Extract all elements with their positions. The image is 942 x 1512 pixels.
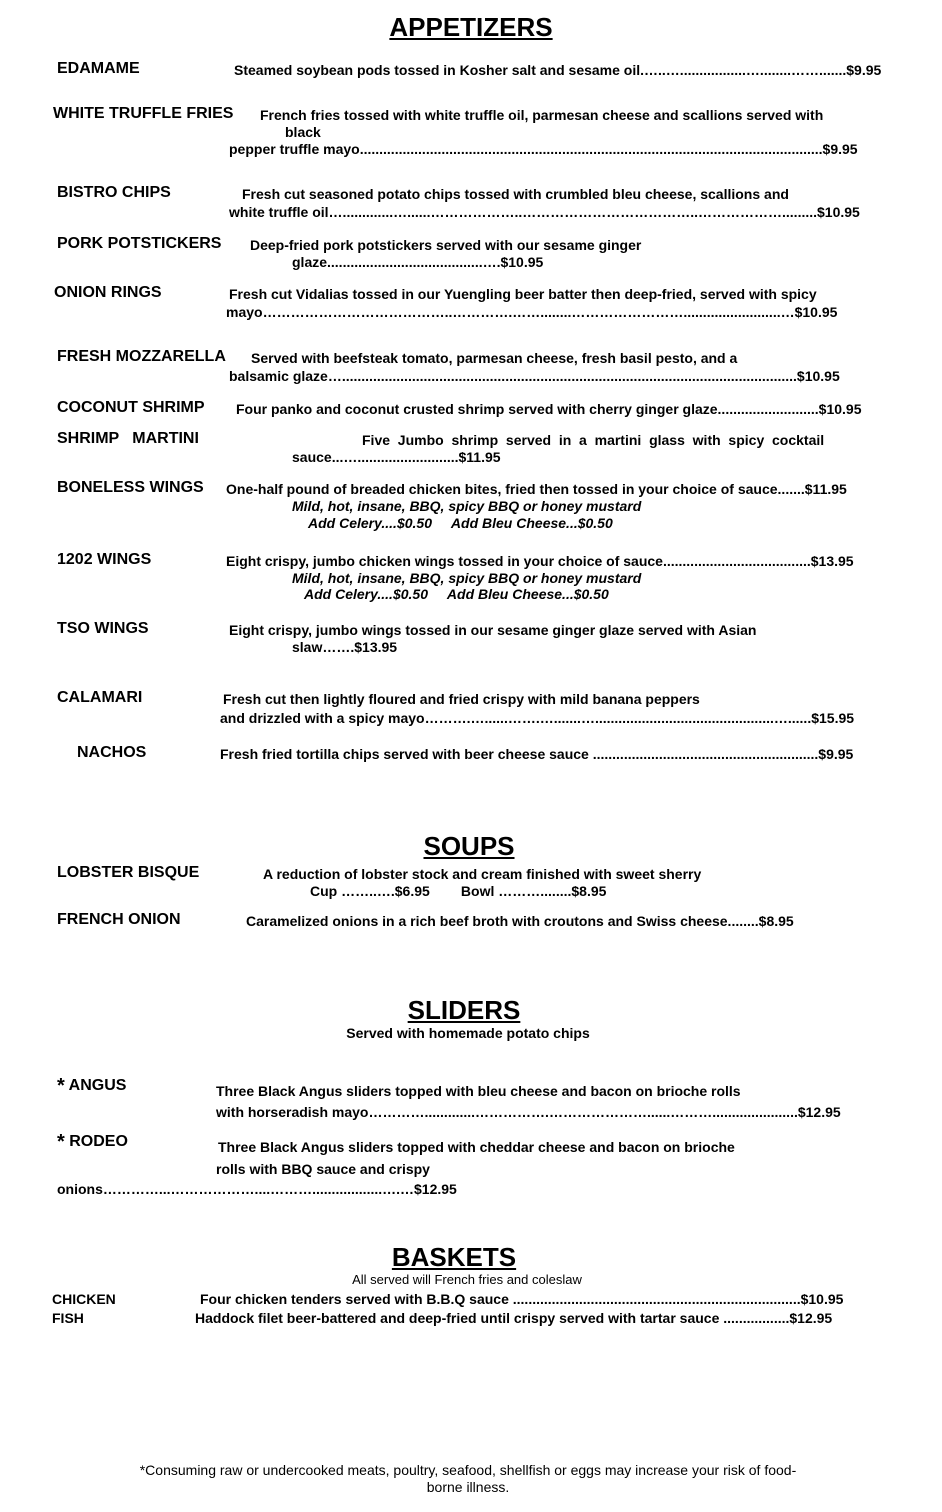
item-name: FISH — [52, 1310, 84, 1326]
item-description: Steamed soybean pods tossed in Kosher salt and sesame oil.…..….................…........…….......$9.95 — [234, 62, 882, 78]
item-name: NACHOS — [77, 744, 147, 761]
item-name: PORK POTSTICKERS — [57, 235, 222, 252]
item-description: black — [285, 124, 321, 140]
item-name — [57, 1133, 128, 1151]
item-name: BISTRO CHIPS — [57, 184, 171, 201]
item-description: Caramelized onions in a rich beef broth with croutons and Swiss cheese........$8.95 — [246, 913, 794, 929]
health-disclaimer: *Consuming raw or undercooked meats, poultry, seafood, shellfish or eggs may increase your risk of food- — [139, 1462, 797, 1478]
item-description: balsamic glaze….....................................................................................................................$10.95 — [229, 368, 840, 384]
add-ons: Add Celery....$0.50 Add Bleu Cheese...$0.50 — [304, 586, 609, 602]
sliders-heading: SLIDERS — [407, 995, 521, 1025]
add-ons: Add Celery....$0.50 Add Bleu Cheese...$0.50 — [308, 515, 613, 531]
item-description: and drizzled with a spicy mayo……….…......…….….......…..............................................…......$15.95 — [220, 710, 855, 726]
baskets-heading: BASKETS — [391, 1242, 517, 1272]
item-description: Fresh cut seasoned potato chips tossed with crumbled bleu cheese, scallions and — [242, 186, 789, 202]
item-name: BONELESS WINGS — [57, 479, 204, 496]
item-description: Fresh cut Vidalias tossed in our Yuengling beer batter then deep-fried, served with spicy — [229, 286, 817, 302]
item-description: sauce...…..........................$11.95 — [292, 449, 501, 465]
item-name — [57, 1077, 126, 1095]
sauce-options: Mild, hot, insane, BBQ, spicy BBQ or honey mustard — [292, 498, 642, 514]
item-description: Eight crispy, jumbo chicken wings tossed in your choice of sauce......................................$13.95 — [226, 553, 854, 569]
item-name: CALAMARI — [57, 689, 143, 706]
item-description: Fresh fried tortilla chips served with beer cheese sauce ..........................................................$9.95 — [220, 746, 854, 762]
item-price: Cup ……..….$6.95 Bowl ………........$8.95 — [310, 883, 607, 899]
item-name: LOBSTER BISQUE — [57, 864, 200, 881]
item-description: Three Black Angus sliders topped with cheddar cheese and bacon on brioche — [218, 1139, 735, 1155]
item-description: Fresh cut then lightly floured and fried crispy with mild banana peppers — [223, 691, 700, 707]
item-name-text: ANGUS — [68, 1077, 127, 1094]
item-name: 1202 WINGS — [57, 551, 152, 568]
item-description: Deep-fried pork potstickers served with our sesame ginger — [250, 237, 642, 253]
item-description: with horseradish mayo………….............…………….…………………......………......................$12.95 — [216, 1104, 841, 1120]
sliders-subheading: Served with homemade potato chips — [346, 1025, 590, 1041]
item-name: SHRIMP MARTINI — [57, 430, 199, 447]
soups-heading: SOUPS — [423, 831, 515, 861]
item-name: ONION RINGS — [54, 284, 162, 301]
item-name: WHITE TRUFFLE FRIES — [53, 105, 234, 122]
item-description: white truffle oil….............…......………………..………………………………..……………….........$10.95 — [229, 204, 860, 220]
sauce-options: Mild, hot, insane, BBQ, spicy BBQ or honey mustard — [292, 570, 642, 586]
appetizers-heading: APPETIZERS — [389, 12, 553, 42]
item-description: mayo…………………………………..………….……........…………………….........................…$10.95 — [226, 304, 838, 320]
item-description: Four panko and coconut crusted shrimp served with cherry ginger glaze..........................$10.95 — [236, 401, 862, 417]
item-description: Haddock filet beer-battered and deep-fried until crispy served with tartar sauce .................$12.95 — [195, 1310, 833, 1326]
item-description: Four chicken tenders served with B.B.Q sauce ..........................................................................$10.95 — [200, 1291, 844, 1307]
item-description: French fries tossed with white truffle oil, parmesan cheese and scallions served with — [260, 107, 824, 123]
item-description: Served with beefsteak tomato, parmesan cheese, fresh basil pesto, and a — [251, 350, 738, 366]
item-name: TSO WINGS — [57, 620, 149, 637]
item-description: Five Jumbo shrimp served in a martini glass with spicy cocktail — [362, 432, 825, 448]
item-description: A reduction of lobster stock and cream finished with sweet sherry — [263, 866, 702, 882]
item-name: CHICKEN — [52, 1291, 116, 1307]
item-name-text: RODEO — [69, 1133, 128, 1150]
item-description: Three Black Angus sliders topped with bleu cheese and bacon on brioche rolls — [216, 1083, 741, 1099]
item-name: FRESH MOZZARELLA — [57, 348, 226, 365]
item-name: EDAMAME — [57, 60, 140, 77]
item-description: Eight crispy, jumbo wings tossed in our sesame ginger glaze served with Asian — [229, 622, 757, 638]
item-description: rolls with BBQ sauce and crispy — [216, 1161, 430, 1177]
asterisk: * — [57, 1075, 65, 1097]
item-description: slaw…….$13.95 — [292, 639, 398, 655]
baskets-subheading: All served will French fries and coleslaw — [352, 1272, 582, 1287]
item-description: onions…………...………………....………..................….…$12.95 — [57, 1181, 457, 1197]
item-description: glaze........................................….$10.95 — [292, 254, 544, 270]
asterisk: * — [57, 1131, 65, 1153]
item-description: pepper truffle mayo.......................................................................................................................$9.95 — [229, 141, 858, 157]
health-disclaimer-continued: borne illness. — [426, 1479, 510, 1495]
item-name: COCONUT SHRIMP — [57, 399, 205, 416]
item-description: One-half pound of breaded chicken bites, fried then tossed in your choice of sauce.......$11.95 — [226, 481, 847, 497]
item-name: FRENCH ONION — [57, 911, 181, 928]
